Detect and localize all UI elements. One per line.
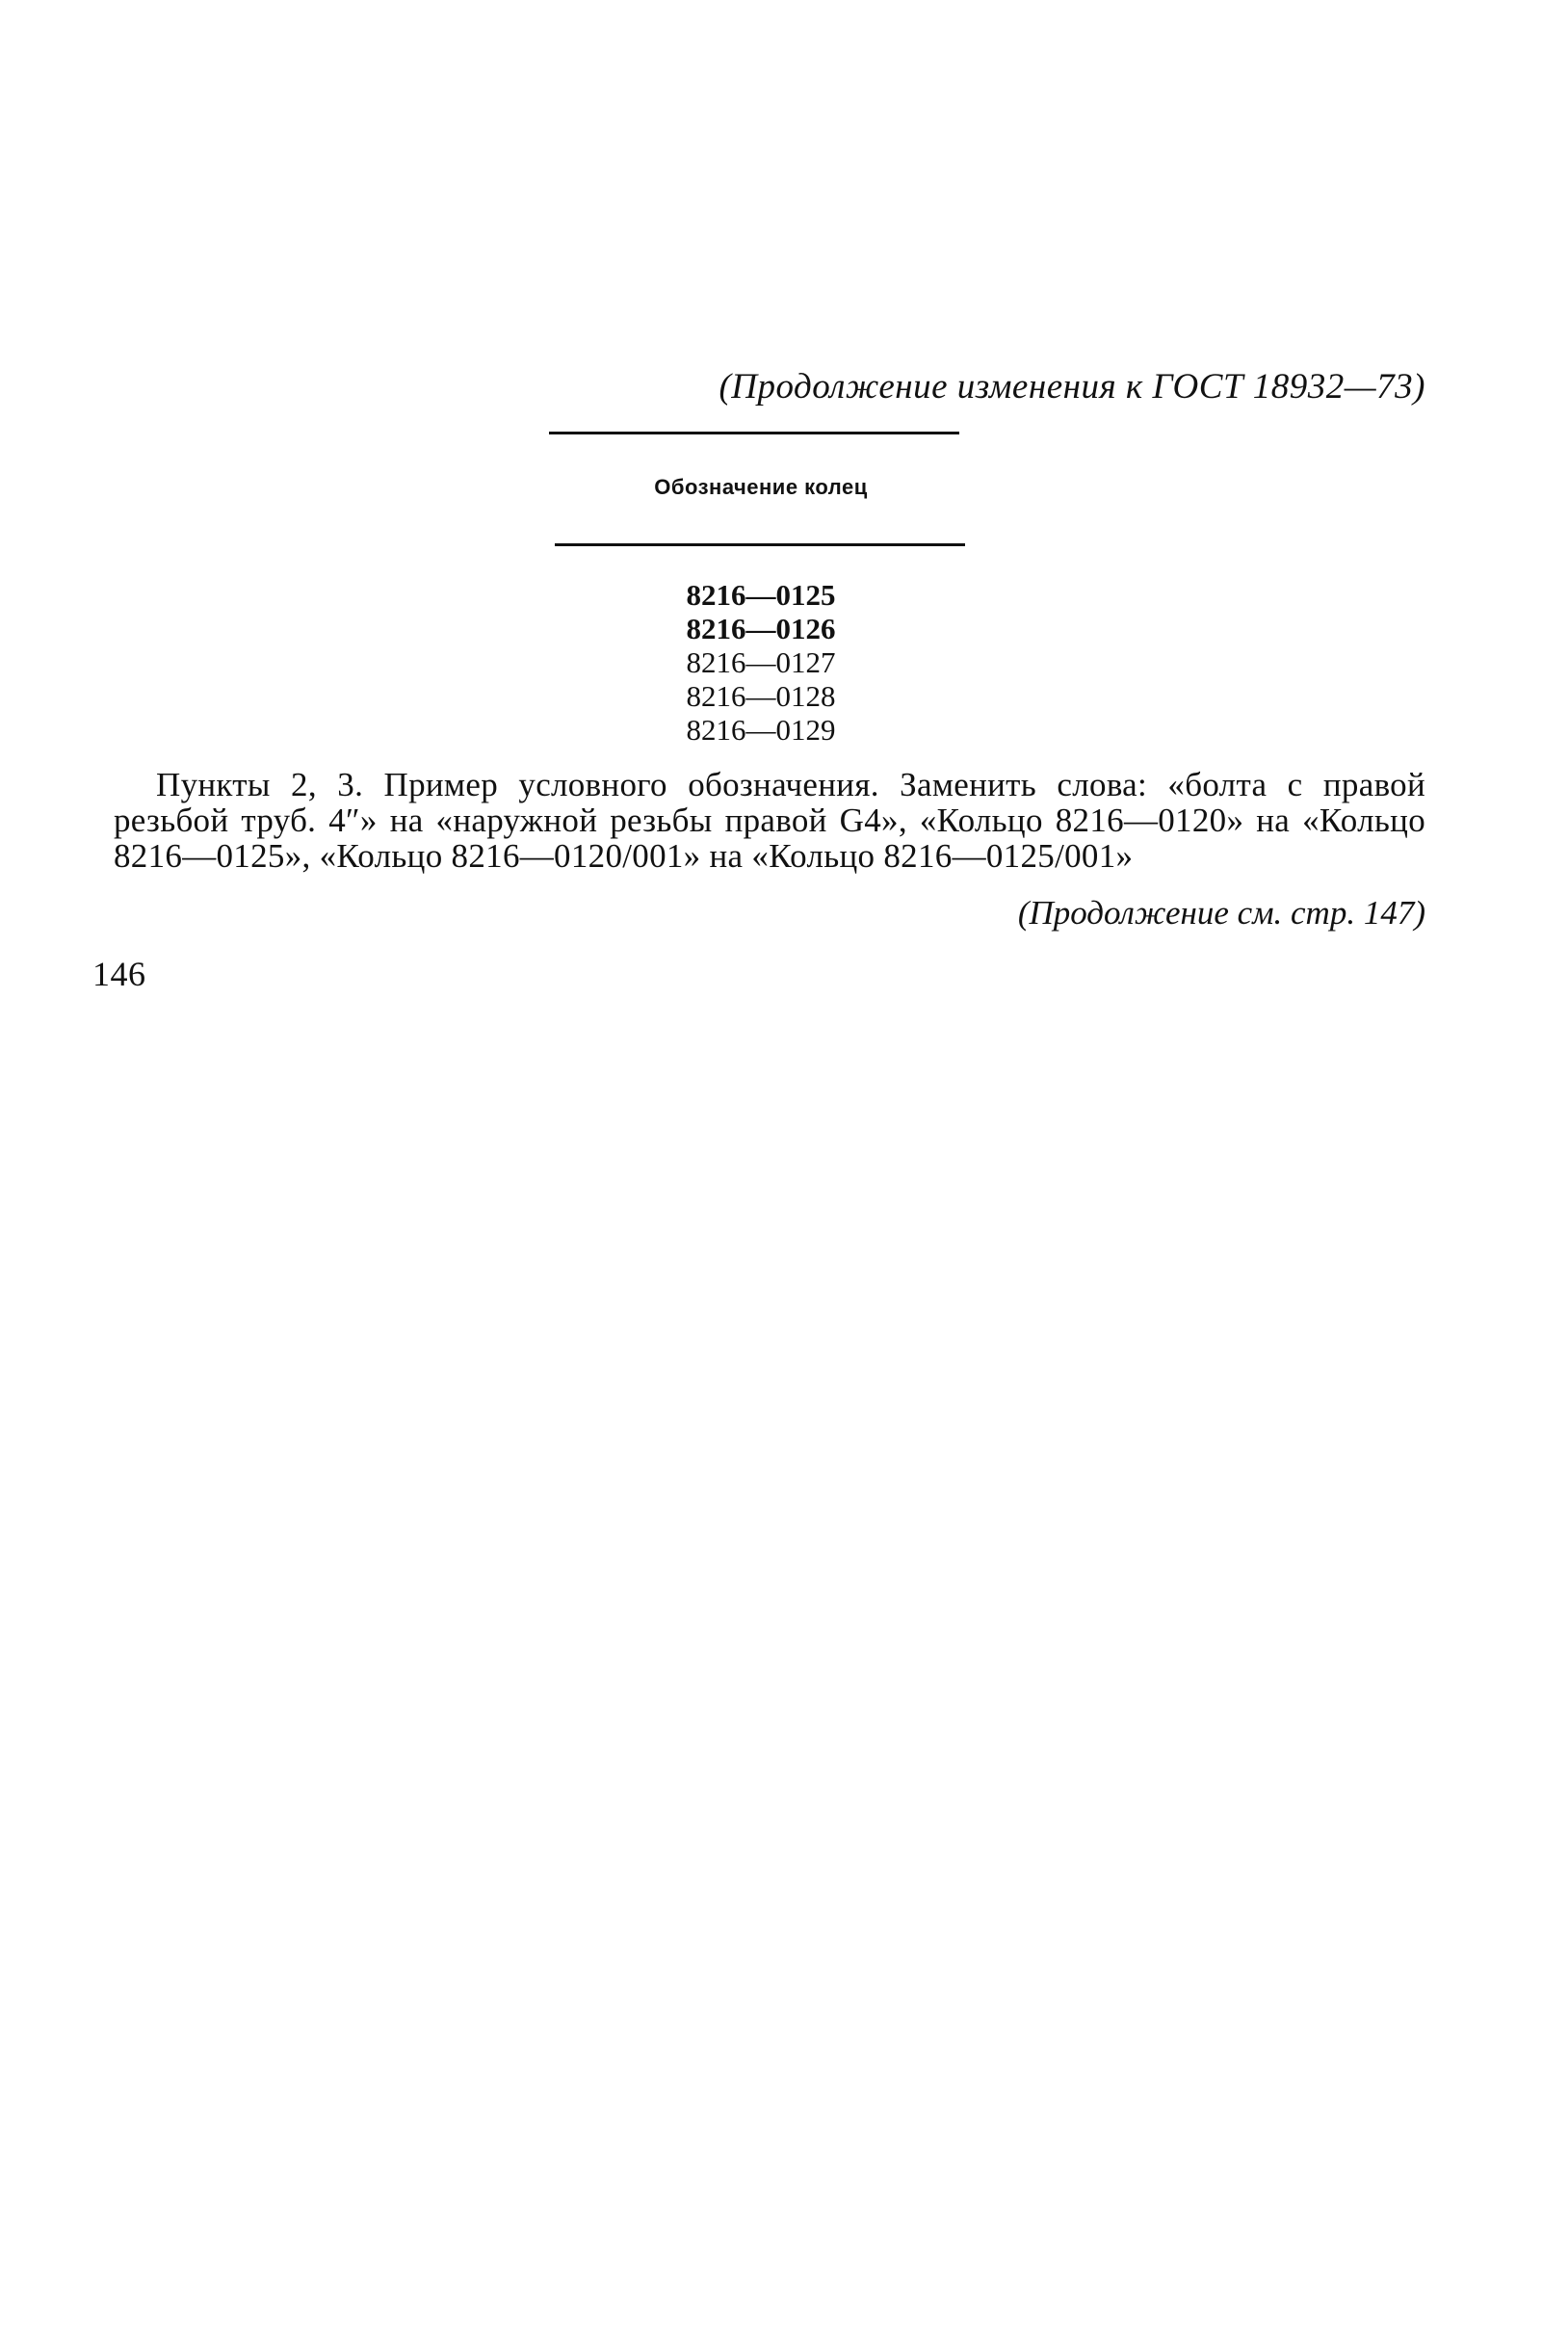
ring-designation: 8216—0125 [686,578,836,612]
table-header-rule [555,543,965,546]
continuation-header: (Продолжение изменения к ГОСТ 18932—73) [719,367,1425,407]
amendment-paragraph: Пункты 2, 3. Пример условного обозначения. Заменить слова: «болта с правой резьбой труб. 4″» на «наружной резьбы правой G4», «Кольцо 8216—0120» на «Кольцо 8216—0125», «Кольцо 8216—0120/001» на «Кольцо 8216—0125/001» [114,766,1425,875]
ring-designation: 8216—0126 [686,612,836,645]
ring-designation: 8216—0129 [686,713,836,747]
table-top-rule [549,432,959,434]
ring-designation: 8216—0127 [686,645,836,679]
ring-designation-list [539,578,982,747]
ring-designation: 8216—0128 [686,679,836,713]
continuation-footer: (Продолжение см. стр. 147) [1017,894,1425,932]
page-number: 146 [92,955,146,993]
table-column-header: Обозначение колец [654,475,868,499]
